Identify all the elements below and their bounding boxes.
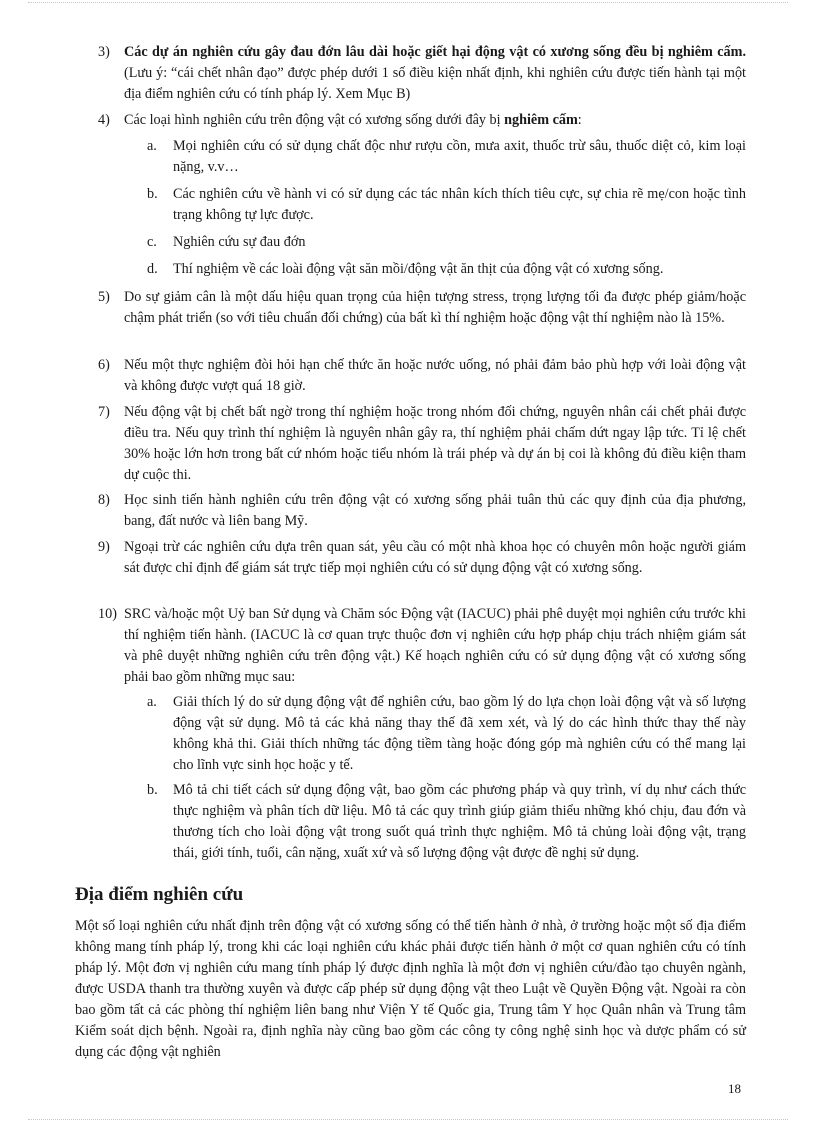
list-item-10 <box>98 604 746 688</box>
page-number: 18 <box>728 1081 741 1096</box>
item-number: 4) <box>98 112 110 128</box>
sub-text: Mọi nghiên cứu có sử dụng chất độc như rượu cồn, mưa axit, thuốc trừ sâu, thuốc diệt cỏ, kim loại nặng, v.v… <box>173 138 746 175</box>
sub-text: Thí nghiệm về các loài động vật săn mồi/động vật ăn thịt của động vật có xương sống. <box>173 261 664 277</box>
list-item-9 <box>98 537 746 579</box>
item-number: 3) <box>98 44 110 60</box>
item-number: 5) <box>98 289 110 305</box>
sub-letter: d. <box>147 261 158 277</box>
sub-item-4d <box>147 259 746 280</box>
list-item-7 <box>98 402 746 486</box>
sub-text: Mô tả chi tiết cách sử dụng động vật, bao gồm các phương pháp và quy trình, ví dụ như cách thức thực nghiệm và phân tích dữ liệu. Mô tả các quy trình giúp giảm thiểu những khó chịu, đau đớn và thương tích cho loài động vật trong suốt quá trình thực nghiệm. Mô tả chủng loài động vật, trạng thái, giới tính, tuổi, cân nặng, xuất xứ và số lượng động vật được đề nghị sử dụng. <box>173 782 746 861</box>
list-item-5 <box>98 287 746 329</box>
sub-letter: a. <box>147 694 157 710</box>
item-bold-text: Các dự án nghiên cứu gây đau đớn lâu dài hoặc giết hại động vật có xương sống đều bị nghiêm cấm. <box>124 44 746 60</box>
sub-item-10a <box>147 692 746 776</box>
sub-item-10b <box>147 780 746 864</box>
item-text: Nếu một thực nghiệm đòi hỏi hạn chế thức ăn hoặc nước uống, nó phải đảm bảo phù hợp với loài động vật và không được vượt quá 18 giờ. <box>124 357 746 394</box>
item-number: 9) <box>98 539 110 555</box>
sub-text: Các nghiên cứu về hành vi có sử dụng các tác nhân kích thích tiêu cực, sự chia rẽ mẹ/con hoặc tình trạng không tự lực được. <box>173 186 746 223</box>
sub-text: Nghiên cứu sự đau đớn <box>173 234 306 250</box>
section-paragraph: Một số loại nghiên cứu nhất định trên động vật có xương sống có thể tiến hành ở nhà, ở trường hoặc một số địa điểm không mang tính pháp lý, trong khi các loại nghiên cứu khác phải được tiến hành ở một cơ quan nghiên cứu có tính pháp lý. Một đơn vị nghiên cứu mang tính pháp lý được định nghĩa là một đơn vị nghiên cứu/đào tạo chuyên ngành, được USDA thanh tra thường xuyên và được cấp phép sử dụng động vật theo Luật về Quyền Động vật. Ngoài ra còn bao gồm tất cả các phòng thí nghiệm liên bang như Viện Y tế Quốc gia, Trung tâm Y học Quân nhân và Trung tâm Kiểm soát dịch bệnh. Ngoài ra, định nghĩa này cũng bao gồm các công ty công nghệ sinh học và dược phẩm có sử dụng các động vật nghiên <box>75 918 746 1060</box>
top-page-border <box>28 2 788 3</box>
list-item-6 <box>98 355 746 397</box>
sub-letter: a. <box>147 138 157 154</box>
bottom-page-border <box>28 1119 788 1120</box>
sub-item-4c <box>147 232 746 253</box>
item-text: Học sinh tiến hành nghiên cứu trên động vật có xương sống phải tuân thủ các quy định của địa phương, bang, đất nước và liên bang Mỹ. <box>124 492 746 529</box>
item-text: SRC và/hoặc một Uỷ ban Sử dụng và Chăm sóc Động vật (IACUC) phải phê duyệt mọi nghiên cứu trước khi thí nghiệm tiến hành. (IACUC là cơ quan trực thuộc đơn vị nghiên cứu hợp pháp chịu trách nhiệm giám sát và phê duyệt những nghiên cứu trên động vật.) Kế hoạch nghiên cứu có sử dụng động vật có xương sống phải bao gồm những mục sau: <box>124 606 746 685</box>
list-item-3 <box>98 42 746 105</box>
item-number: 6) <box>98 357 110 373</box>
item-number: 10) <box>98 606 117 622</box>
item-number: 7) <box>98 404 110 420</box>
item-text: Ngoại trừ các nghiên cứu dựa trên quan sát, yêu cầu có một nhà khoa học có chuyên môn hoặc người giám sát được chỉ định để giám sát trực tiếp mọi nghiên cứu có sử dụng động vật có xương sống. <box>124 539 746 576</box>
item-text: Do sự giảm cân là một dấu hiệu quan trọng của hiện tượng stress, trọng lượng tối đa được phép giảm/hoặc chậm phát triển (so với tiêu chuẩn đối chứng) của bất kì thí nghiệm hoặc động vật thí nghiệm nào là 15%. <box>124 289 746 326</box>
sub-item-4b <box>147 184 746 226</box>
item-text: (Lưu ý: “cái chết nhân đạo” được phép dưới 1 số điều kiện nhất định, khi nghiên cứu được tiến hành tại một địa điểm nghiên cứu có tính pháp lý. Xem Mục B) <box>124 65 746 102</box>
item-text: Nếu động vật bị chết bất ngờ trong thí nghiệm hoặc trong nhóm đối chứng, nguyên nhân cái chết phải được điều tra. Nếu quy trình thí nghiệm là nguyên nhân gây ra, thí nghiệm phải chấm dứt ngay lập tức. Tỉ lệ chết 30% hoặc lớn hơn trong bất cứ nhóm hoặc tiểu nhóm là trái phép và dự án bị coi là không đủ điều kiện tham dự cuộc thi. <box>124 404 746 483</box>
item-bold-text: nghiêm cấm <box>504 112 578 128</box>
sub-letter: b. <box>147 186 158 202</box>
sub-letter: b. <box>147 782 158 798</box>
item-text: Các loại hình nghiên cứu trên động vật có xương sống dưới đây bị <box>124 112 505 128</box>
item-text-end: : <box>577 112 582 128</box>
sub-letter: c. <box>147 234 157 250</box>
item-number: 8) <box>98 492 110 508</box>
list-item-8 <box>98 490 746 532</box>
list-item-4 <box>98 110 746 131</box>
section-heading: Địa điểm nghiên cứu <box>75 884 244 905</box>
sub-item-4a <box>147 136 746 178</box>
sub-text: Giải thích lý do sử dụng động vật để nghiên cứu, bao gồm lý do lựa chọn loài động vật và số lượng động vật sử dụng. Mô tả các khả năng thay thế đã xem xét, và lý do các hình thức thay thế này không khả thi. Giải thích những tác động tiềm tàng hoặc đóng góp mà nghiên cứu có thể mang lại cho lĩnh vực sinh học hoặc y tế. <box>173 694 746 773</box>
